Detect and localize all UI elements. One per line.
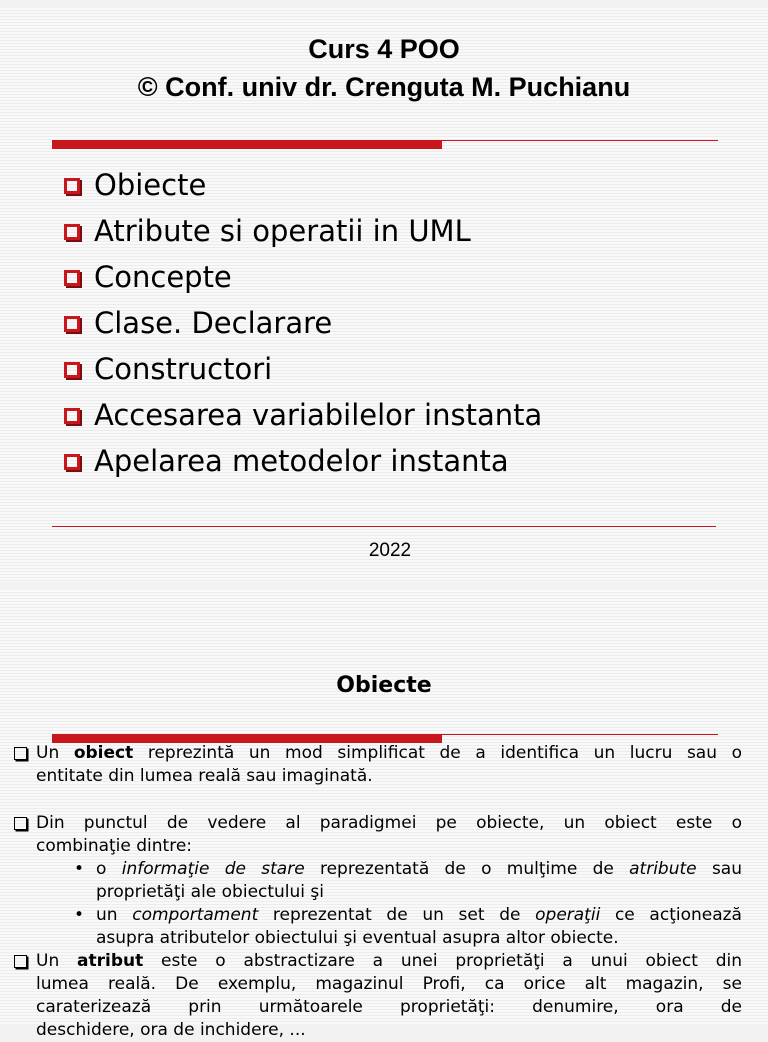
checkbox-bullet-icon bbox=[64, 270, 80, 286]
checkbox-bullet-icon bbox=[14, 747, 27, 760]
checkbox-bullet-icon bbox=[64, 224, 80, 240]
paragraph-attribute-definition: Un atribut este o abstractizare a unei proprietăţi a unui obiect din lumea reală. De exemplu, magazinul Profi, ca orice alt magazin, se caraterizează prin următoarele proprietăţi: denumire, ora de deschidere, ora de inchidere, ... bbox=[36, 950, 742, 1042]
accent-line-top bbox=[52, 734, 718, 735]
agenda-item: Atribute si operatii in UML bbox=[60, 208, 542, 254]
paragraph-paradigm: Din punctul de vedere al paradigmei pe obiecte, un obiect este o combinaţie dintre: bbox=[36, 812, 742, 858]
checkbox-bullet-icon bbox=[64, 408, 80, 424]
checkbox-bullet-icon bbox=[64, 178, 80, 194]
course-title: Curs 4 POO bbox=[308, 34, 460, 64]
checkbox-bullet-icon bbox=[64, 362, 80, 378]
agenda-item: Clase. Declarare bbox=[60, 300, 542, 346]
accent-bar-thick bbox=[52, 140, 442, 149]
sub-bullet-state: • o informaţie de stare reprezentată de o mulţime de atribute sau proprietăţi ale obiectului şi bbox=[74, 859, 742, 902]
sub-bullet-behavior: • un comportament reprezentat de un set de operaţii ce acţionează asupra atributelor obiectului şi eventual asupra altor obiecte. bbox=[74, 905, 742, 948]
agenda-item: Accesarea variabilelor instanta bbox=[60, 392, 542, 438]
accent-line-top bbox=[52, 140, 718, 141]
checkbox-bullet-icon bbox=[64, 454, 80, 470]
agenda-item: Apelarea metodelor instanta bbox=[60, 438, 542, 484]
agenda-item: Concepte bbox=[60, 254, 542, 300]
paragraph-object-definition: Un obiect reprezintă un mod simplificat de a identifica un lucru sau o entitate din lumea reală sau imaginată. bbox=[36, 742, 742, 788]
title-slide bbox=[0, 8, 768, 582]
year-label: 2022 bbox=[368, 540, 412, 561]
slide-title: Obiecte bbox=[336, 673, 432, 698]
bullet-dot-icon: • bbox=[74, 859, 85, 879]
checkbox-bullet-icon bbox=[14, 955, 27, 968]
bullet-dot-icon: • bbox=[74, 905, 85, 925]
content-slide bbox=[0, 590, 768, 1040]
checkbox-bullet-icon bbox=[64, 316, 80, 332]
accent-line-bottom bbox=[52, 526, 716, 527]
author-line: © Conf. univ dr. Crenguta M. Puchianu bbox=[137, 72, 631, 102]
agenda-item: Constructori bbox=[60, 346, 542, 392]
agenda-item: Obiecte bbox=[60, 162, 542, 208]
checkbox-bullet-icon bbox=[14, 817, 27, 830]
agenda-list bbox=[60, 162, 542, 484]
